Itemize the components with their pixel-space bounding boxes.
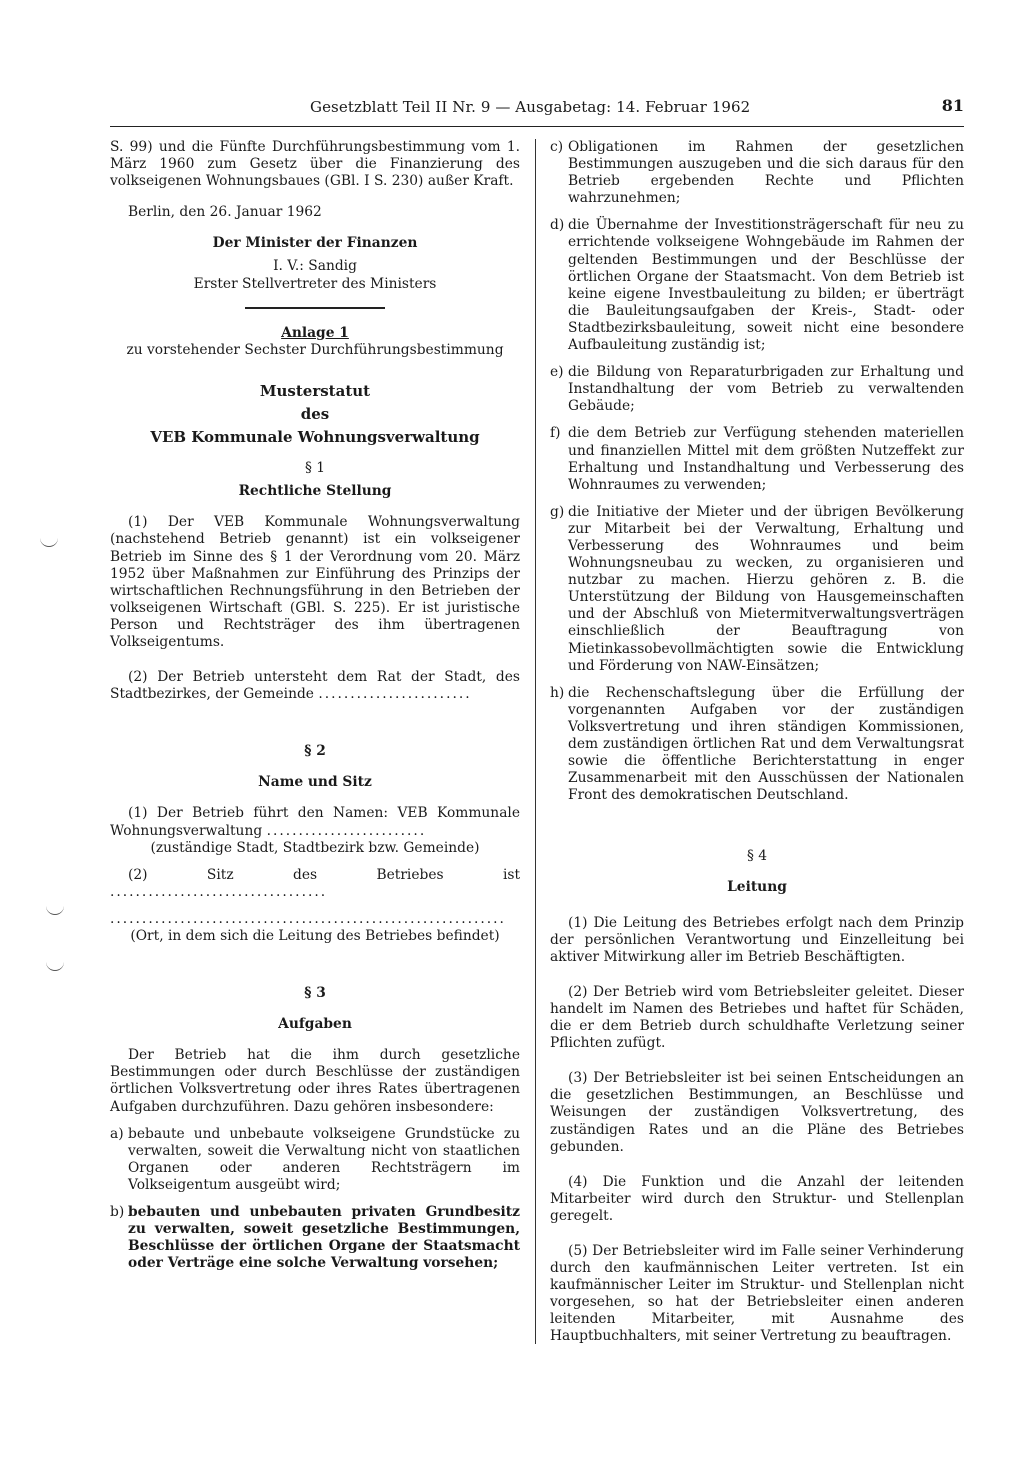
task-item-a: a) bebaute und unbebaute volkseigene Grundstücke zu verwalten, soweit die Verwaltung nicht von staatlichen Organen oder anderen Rechtsträgern im Volkseigentum ausgeübt wird; (110, 1125, 520, 1193)
section-2-dots-line: .............................................................. (110, 910, 506, 927)
musterstatut-des: des (300, 404, 330, 423)
margin-check-mark (40, 538, 58, 547)
signature-minister: Der Minister der Finanzen (212, 235, 418, 252)
signature-role: Erster Stellvertreter des Ministers (193, 275, 437, 292)
section-3-title: Aufgaben (278, 1016, 352, 1033)
section-4-number: § 4 (746, 848, 768, 865)
anlage-subtitle: zu vorstehender Sechster Durchführungsbestimmung (126, 341, 504, 358)
task-item-e: e) die Bildung von Reparaturbrigaden zur Erhaltung und Instandhaltung der vom Betrieb zu verwaltenden Gebäude; (550, 364, 964, 415)
section-4-para-5: (5) Der Betriebsleiter wird im Falle seiner Verhinderung durch den kaufmännischen Leiter vertreten. Ist ein kaufmännischer Leiter im Struktur- und Stellenplan nicht vorgesehen, so hat der Betriebsleiter einen anderen leitenden Mitarbeiter, mit Ausnahme des Hauptbuchhalters, mit seiner Vertretung zu beauftragen. (550, 1242, 964, 1345)
task-item-g: g) die Initiative der Mieter und der übrigen Bevölkerung zur Mitarbeit bei der Verwaltung, Erhaltung und Verbesserung des Wohnraumes und beim Wohnungsneubau zu wecken, zu organisieren und nutzbar zu machen. Hierzu gehören z. B. die Unterstützung der Bildung von Hausgemeinschaften und der Abschluß von Mietermitverwaltungsverträgen einschließlich der Beauftragung von Mietinkassobevollmächtigten sowie die Entwicklung und Förderung von NAW-Einsätzen; (550, 503, 964, 674)
section-3-number: § 3 (304, 985, 326, 1002)
section-4-para-1: (1) Die Leitung des Betriebes erfolgt nach dem Prinzip der persönlichen Verantwortung und Einzelleitung bei aktiver Mitwirkung aller im Betrieb Beschäftigten. (550, 914, 964, 965)
section-2-number: § 2 (304, 743, 326, 760)
section-1-para-1: (1) Der VEB Kommunale Wohnungsverwaltung (nachstehend Betrieb genannt) ist ein volkseigener Betrieb im Sinne des § 1 der Verordnung vom 20. März 1952 über Maßnahmen zur Einführung des Prinzips der wirtschaftlichen Rechnungsführung in den Betrieben der volkseigenen Wirtschaft (GBl. S. 225). Er ist juristische Person und Rechtsträger des ihm übertragenen Volkseigentums. (110, 514, 520, 650)
section-2-para-2-note: (Ort, in dem sich die Leitung des Betriebes befindet) (130, 928, 500, 944)
gazette-title: Gesetzblatt Teil II Nr. 9 — Ausgabetag: 14. Februar 1962 (310, 98, 751, 116)
section-1-title: Rechtliche Stellung (238, 483, 392, 500)
signature-iv: I. V.: Sandig (273, 258, 357, 275)
task-item-c: c) Obligationen im Rahmen der gesetzlichen Bestimmungen auszugeben und die sich daraus für den Betrieb ergebenden Rechte und Pflichten wahrzunehmen; (550, 139, 964, 207)
section-1-number: § 1 (304, 460, 326, 477)
section-3-intro: Der Betrieb hat die ihm durch gesetzliche Bestimmungen oder durch Beschlüsse der zuständigen örtlichen Volksvertretung oder ihres Rates übertragenen Aufgaben durchzuführen. Dazu gehören insbesondere: (110, 1047, 520, 1115)
section-2-para-1: (1) Der Betrieb führt den Namen: VEB Kommunale Wohnungsverwaltung ......................... (110, 805, 520, 839)
intro-paragraph: S. 99) und die Fünfte Durchführungsbestimmung vom 1. März 1960 zum Gesetz über die Finanzierung des volkseigenen Wohnungsbaues (GBl. I S. 230) außer Kraft. (110, 139, 520, 190)
column-divider (535, 139, 536, 1344)
task-item-d: d) die Übernahme der Investitionsträgerschaft für neu zu errichtende volkseigene Wohngebäude im Rahmen der geltenden Bestimmungen und der Beschlüsse der örtlichen Organe der Staatsmacht. Von dem Betrieb ist keine eigene Investbauleitung zu bilden; er überträgt die Bauleitungsaufgaben der Kreis-, Stadt- oder Stadtbezirksbauleitung, soweit nicht eine besondere Aufbauleitung zuständig ist; (550, 217, 964, 354)
musterstatut-title: Musterstatut (259, 381, 371, 400)
section-4-para-3: (3) Der Betriebsleiter ist bei seinen Entscheidungen an die gesetzlichen Bestimmungen, an Beschlüsse und Weisungen der zuständigen Volksvertretung, des zuständigen Rates und an die Pläne des Betriebes gebunden. (550, 1070, 964, 1155)
separator-rule (245, 307, 385, 309)
page-header (110, 96, 964, 127)
section-1-para-2: (2) Der Betrieb untersteht dem Rat der Stadt, des Stadtbezirkes, der Gemeinde ........................ (110, 669, 520, 703)
section-4-para-2: (2) Der Betrieb wird vom Betriebsleiter geleitet. Dieser handelt im Namen des Betriebes und haftet für Schäden, die er dem Betrieb durch schuldhafte Verletzung seiner Pflichten zufügt. (550, 983, 964, 1052)
left-column (110, 139, 520, 1272)
right-column (550, 139, 964, 1346)
section-4-title: Leitung (727, 879, 787, 896)
anlage-title: Anlage 1 (281, 324, 349, 341)
section-2-para-1-note: (zuständige Stadt, Stadtbezirk bzw. Gemeinde) (150, 839, 480, 856)
section-4-para-4: (4) Die Funktion und die Anzahl der leitenden Mitarbeiter wird durch den Struktur- und Stellenplan geregelt. (550, 1173, 964, 1224)
place-date: Berlin, den 26. Januar 1962 (128, 204, 322, 221)
margin-check-mark (46, 906, 64, 915)
task-item-f: f) die dem Betrieb zur Verfügung stehenden materiellen und finanziellen Mittel mit dem größten Nutzeffekt zur Erhaltung und Instandhaltung und Verbesserung des Wohnraumes zu verwenden; (550, 425, 964, 493)
page-number: 81 (941, 96, 964, 115)
task-item-b: b) bebauten und unbebauten privaten Grundbesitz zu verwalten, soweit gesetzliche Bestimmungen, Beschlüsse der örtlichen Organe der Staatsmacht oder Verträge eine solche Verwaltung vorsehen; (110, 1204, 520, 1272)
task-item-h: h) die Rechenschaftslegung über die Erfüllung der vorgenannten Aufgaben vor der zuständigen Volksvertretung und ihren ständigen Kommissionen, dem zuständigen örtlichen Rat und dem Verwaltungsrat sowie die öffentliche Berichterstattung in enger Zusammenarbeit mit den Ausschüssen der Nationalen Front des demokratischen Deutschland. (550, 684, 964, 804)
section-2-para-2: (2) Sitz des Betriebes ist .................................. (110, 866, 520, 900)
musterstatut-org: VEB Kommunale Wohnungsverwaltung (150, 428, 480, 447)
margin-check-mark (46, 962, 64, 971)
section-2-title: Name und Sitz (258, 774, 372, 791)
